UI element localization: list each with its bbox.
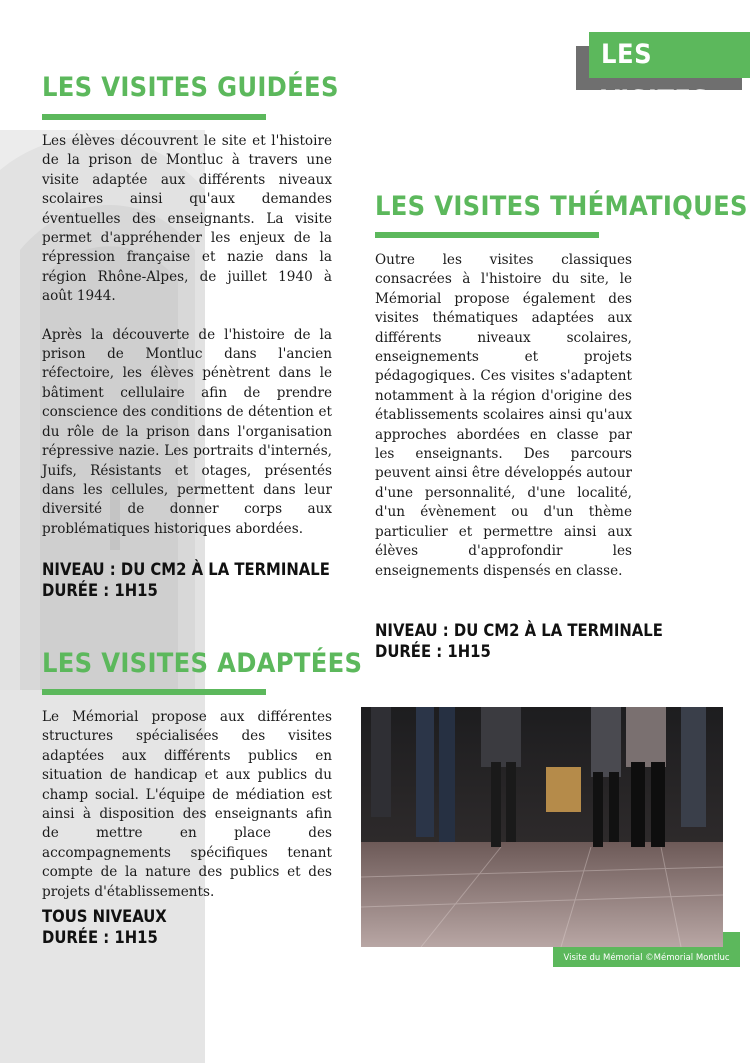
guided-visits-heading: LES VISITES GUIDÉES (42, 72, 339, 103)
adapted-visits-heading: LES VISITES ADAPTÉES (42, 648, 363, 679)
guided-visits-rule (42, 114, 266, 120)
guided-visits-text (42, 132, 332, 539)
adapted-visits-meta (42, 906, 167, 948)
visit-photo (361, 707, 723, 947)
adapted-visits-rule (42, 689, 266, 695)
adapted-level: TOUS NIVEAUX (42, 907, 167, 926)
thematic-visits-rule (375, 232, 599, 238)
thematic-visits-meta (375, 620, 663, 662)
adapted-paragraph: Le Mémorial propose aux différentes structures spécialisées des visites adaptées aux différents publics en situation de handicap et aux publics du champ social. L'équipe de médiation est ainsi à disposition des enseignants afin de mettre en place des accompagnements spécifiques tenant compte de la nature des publics et des projets d'établissements. (42, 709, 332, 900)
page-tag: LES VISITES (589, 32, 750, 78)
thematic-duration: DURÉE : 1H15 (375, 642, 491, 661)
guided-level: NIVEAU : DU CM2 À LA TERMINALE (42, 560, 330, 579)
guided-paragraph-2: Après la découverte de l'histoire de la prison de Montluc dans l'ancien réfectoire, les élèves pénètrent dans le bâtiment cellulaire afin de prendre conscience des conditions de détention et du rôle de la prison dans l'organisation répressive nazie. Les portraits d'internés, Juifs, Résistants et otages, présentés dans les cellules, permettent dans leur diversité de donner corps aux problématiques historiques abordées. (42, 326, 332, 537)
adapted-visits-text (42, 708, 332, 902)
guided-duration: DURÉE : 1H15 (42, 581, 158, 600)
thematic-visits-text (375, 251, 632, 581)
thematic-paragraph: Outre les visites classiques consacrées à l'histoire du site, le Mémorial propose également des visites thématiques adaptées aux différents niveaux scolaires, enseignements et projets pédagogiques. Ces visites s'adaptent notamment à la région d'origine des établissements scolaires ainsi qu'aux approches abordées en classe par les enseignants. Des parcours peuvent ainsi être développés autour d'une personnalité, d'une localité, d'un évènement ou d'un thème particulier et permettre ainsi aux élèves d'approfondir les enseignements dispensés en classe. (375, 252, 632, 579)
guided-visits-meta (42, 559, 330, 601)
thematic-visits-heading: LES VISITES THÉMATIQUES (375, 191, 748, 222)
photo-caption: Visite du Mémorial ©Mémorial Montluc (563, 953, 730, 963)
adapted-duration: DURÉE : 1H15 (42, 928, 158, 947)
guided-paragraph-1: Les élèves découvrent le site et l'histoire de la prison de Montluc à travers une visite adaptée aux différents niveaux scolaires ainsi qu'aux demandes éventuelles des enseignants. La visite permet d'appréhender les enjeux de la répression française et nazie dans la région Rhône-Alpes, de juillet 1940 à août 1944. (42, 133, 332, 305)
thematic-level: NIVEAU : DU CM2 À LA TERMINALE (375, 621, 663, 640)
